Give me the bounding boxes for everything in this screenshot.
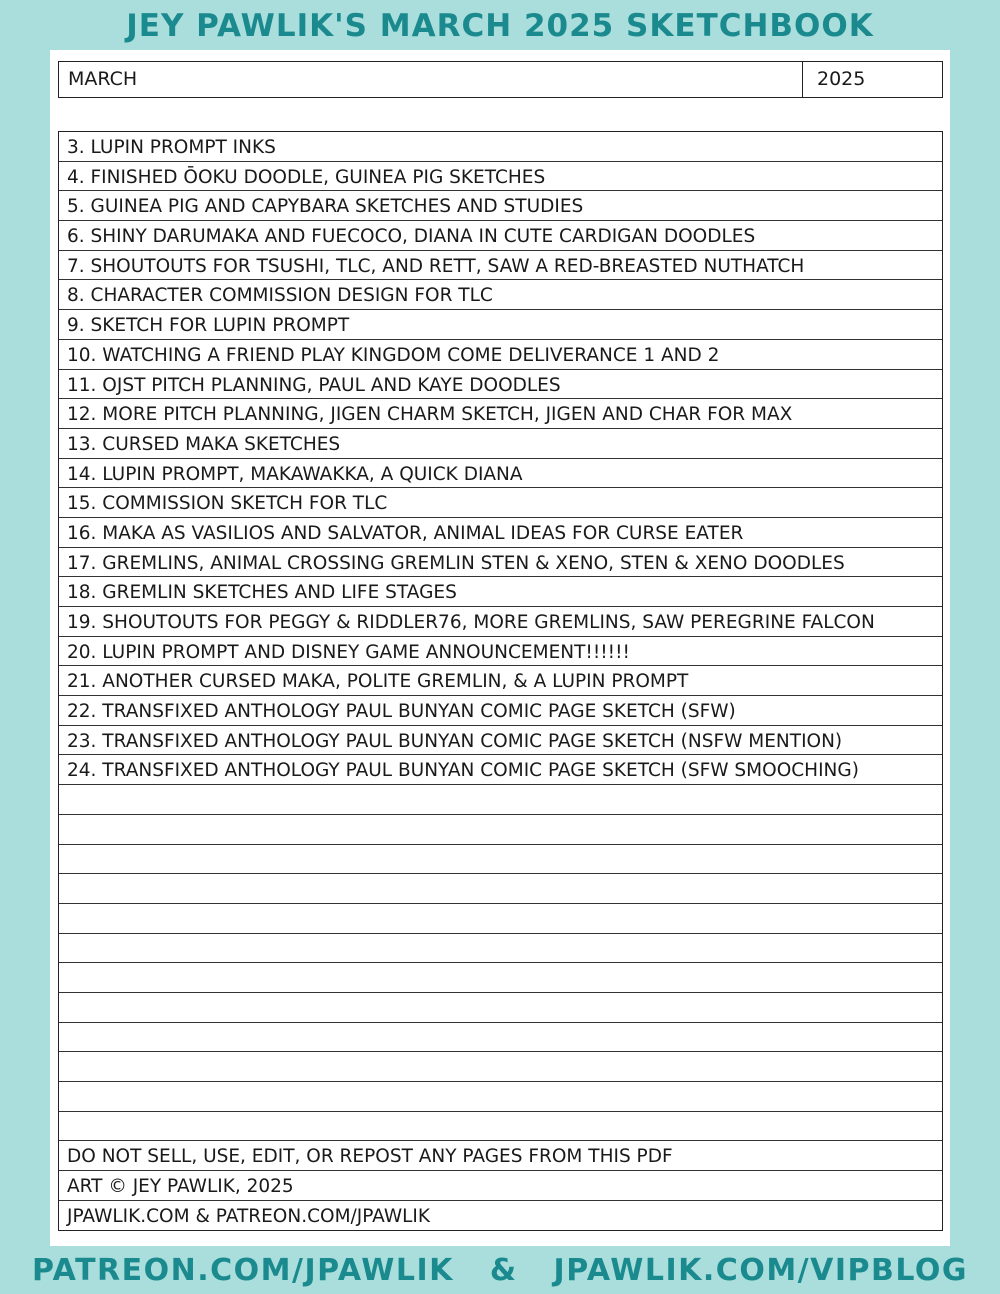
list-item: 21. ANOTHER CURSED MAKA, POLITE GREMLIN, & A LUPIN PROMPT [59,666,942,696]
list-item: 18. GREMLIN SKETCHES AND LIFE STAGES [59,577,942,607]
list-item: 11. OJST PITCH PLANNING, PAUL AND KAYE DOODLES [59,370,942,400]
empty-line [59,1023,942,1053]
year-field: 2025 [817,68,866,90]
empty-line [59,785,942,815]
list-item: 12. MORE PITCH PLANNING, JIGEN CHARM SKETCH, JIGEN AND CHAR FOR MAX [59,399,942,429]
empty-line [59,874,942,904]
empty-line [59,934,942,964]
list-item: 22. TRANSFIXED ANTHOLOGY PAUL BUNYAN COMIC PAGE SKETCH (SFW) [59,696,942,726]
list-item: 3. LUPIN PROMPT INKS [59,132,942,162]
list-item: 4. FINISHED ŌOKU DOODLE, GUINEA PIG SKETCHES [59,162,942,192]
list-item: 10. WATCHING A FRIEND PLAY KINGDOM COME DELIVERANCE 1 AND 2 [59,340,942,370]
empty-line [59,993,942,1023]
list-item: 15. COMMISSION SKETCH FOR TLC [59,488,942,518]
footer-links [0,1246,1000,1294]
list-item: 16. MAKA AS VASILIOS AND SALVATOR, ANIMAL IDEAS FOR CURSE EATER [59,518,942,548]
list-item: 8. CHARACTER COMMISSION DESIGN FOR TLC [59,280,942,310]
list-item: 23. TRANSFIXED ANTHOLOGY PAUL BUNYAN COMIC PAGE SKETCH (NSFW MENTION) [59,726,942,756]
list-item: 20. LUPIN PROMPT AND DISNEY GAME ANNOUNCEMENT!!!!!! [59,637,942,667]
list-item: 13. CURSED MAKA SKETCHES [59,429,942,459]
footer-ampersand: & [489,1252,518,1288]
list-item: ART © JEY PAWLIK, 2025 [59,1171,942,1201]
list-item: 6. SHINY DARUMAKA AND FUECOCO, DIANA IN CUTE CARDIGAN DOODLES [59,221,942,251]
list-item: 7. SHOUTOUTS FOR TSUSHI, TLC, AND RETT, SAW A RED-BREASTED NUTHATCH [59,251,942,281]
empty-line [59,815,942,845]
empty-line [59,1082,942,1112]
page-title: JEY PAWLIK'S MARCH 2025 SKETCHBOOK [126,8,874,44]
list-item: JPAWLIK.COM & PATREON.COM/JPAWLIK [67,1205,431,1227]
empty-line [59,1112,942,1142]
empty-line [59,1052,942,1082]
list-item: DO NOT SELL, USE, EDIT, OR REPOST ANY PAGES FROM THIS PDF [59,1141,942,1171]
empty-line [59,963,942,993]
list-item: 5. GUINEA PIG AND CAPYBARA SKETCHES AND STUDIES [59,191,942,221]
month-field: MARCH [59,62,803,97]
sketchbook-page [50,50,950,1246]
list-item: 24. TRANSFIXED ANTHOLOGY PAUL BUNYAN COMIC PAGE SKETCH (SFW SMOOCHING) [59,755,942,785]
list-item: 14. LUPIN PROMPT, MAKAWAKKA, A QUICK DIANA [59,459,942,489]
vipblog-link[interactable]: JPAWLIK.COM/VIPBLOG [553,1252,969,1288]
header-box [58,61,943,98]
empty-line [59,845,942,875]
list-item: 17. GREMLINS, ANIMAL CROSSING GREMLIN STEN & XENO, STEN & XENO DOODLES [59,548,942,578]
entry-list [58,131,943,1231]
patreon-link[interactable]: PATREON.COM/JPAWLIK [31,1252,454,1288]
list-item: 19. SHOUTOUTS FOR PEGGY & RIDDLER76, MORE GREMLINS, SAW PEREGRINE FALCON [59,607,942,637]
empty-line [59,904,942,934]
list-item: 9. SKETCH FOR LUPIN PROMPT [59,310,942,340]
